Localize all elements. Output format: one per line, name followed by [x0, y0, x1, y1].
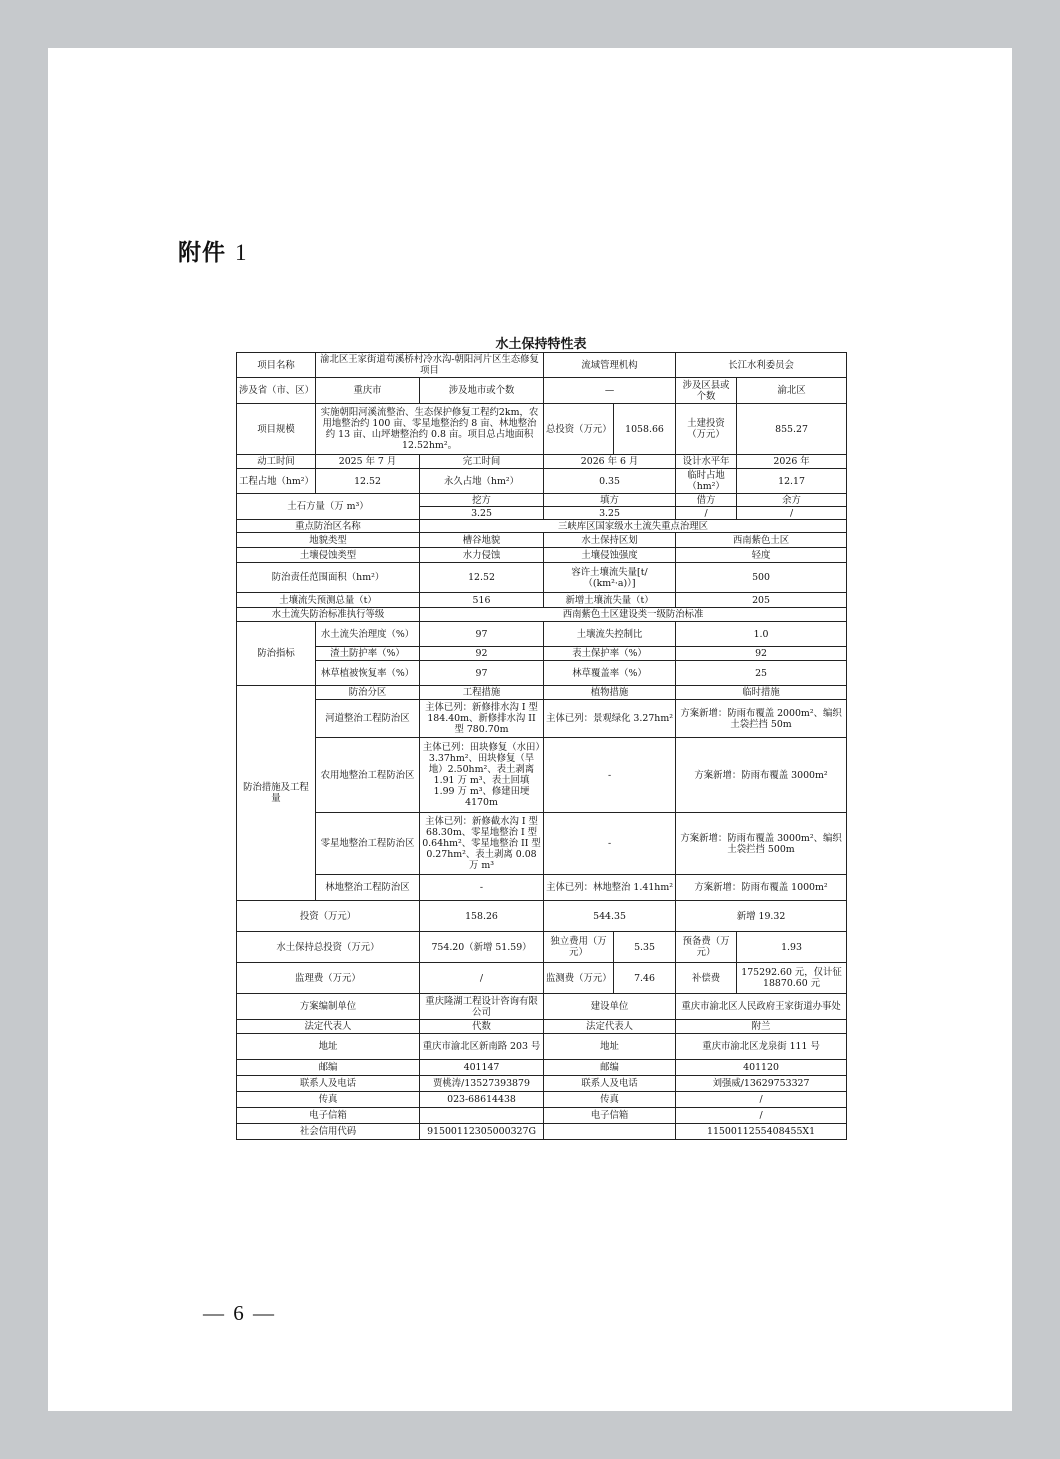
table-row: 地址 重庆市渝北区新南路 203 号 地址 重庆市渝北区龙泉街 111 号 [237, 1034, 847, 1060]
characteristics-table [236, 352, 847, 1140]
table-row: 土壤侵蚀类型 水力侵蚀 土壤侵蚀强度 轻度 [237, 548, 847, 563]
table-row: 土石方量（万 m³） 挖方 填方 借方 余方 [237, 494, 847, 507]
table-row: 防治责任范围面积（hm²） 12.52 容许土壤流失量[t/（(km²·a)）] 500 [237, 563, 847, 593]
table-row: 农用地整治工程防治区 主体已列：田块修复（水田）3.37hm²、田块修复（旱地）2.50hm²、表土剥离 1.91 万 m³、表土回填 1.99 万 m³、修建田埂 4170m - 方案新增：防雨布覆盖 3000m² [237, 738, 847, 813]
table-row: 水土流失防治标准执行等级 西南紫色土区建设类一级防治标准 [237, 608, 847, 622]
table-row: 项目名称 渝北区王家街道苟溪桥村冷水沟-朝阳河片区生态修复项目 流域管理机构 长江水利委员会 [237, 353, 847, 378]
table-row: 工程占地（hm²） 12.52 永久占地（hm²） 0.35 临时占地（hm²） 12.17 [237, 469, 847, 494]
attachment-heading: 附件 1 [178, 240, 248, 266]
table-title: 水土保持特性表 [495, 337, 587, 352]
table-row: 防治措施及工程量 防治分区 工程措施 植物措施 临时措施 [237, 686, 847, 700]
table-row: 监理费（万元） / 监测费（万元） 7.46 补偿费 175292.60 元，仅计征 18870.60 元 [237, 963, 847, 994]
table-row: 方案编制单位 重庆隆湖工程设计咨询有限公司 建设单位 重庆市渝北区人民政府王家街道办事处 [237, 994, 847, 1020]
table-row: 涉及省（市、区） 重庆市 涉及地市或个数 — 涉及区县或个数 渝北区 [237, 378, 847, 404]
table-row: 零星地整治工程防治区 主体已列：新修截水沟 I 型 68.30m、零星地整治 I 型 0.64hm²、零星地整治 II 型 0.27hm²、表土剥离 0.08 万 m³ - 方案新增：防雨布覆盖 3000m²、编织土袋拦挡 500m [237, 813, 847, 875]
table-row: 社会信用代码 91500112305000327G 1150011255408455X1 [237, 1124, 847, 1140]
page-number: — 6 — [203, 1301, 276, 1325]
table-row: 河道整治工程防治区 主体已列：新修排水沟 I 型 184.40m、新修排水沟 II 型 780.70m 主体已列：景观绿化 3.27hm² 方案新增：防雨布覆盖 2000m²、编织土袋拦挡 50m [237, 700, 847, 738]
table-row: 林地整治工程防治区 - 主体已列：林地整治 1.41hm² 方案新增：防雨布覆盖 1000m² [237, 875, 847, 901]
table-row: 法定代表人 代数 法定代表人 附兰 [237, 1020, 847, 1034]
table-row: 重点防治区名称 三峡库区国家级水土流失重点治理区 [237, 520, 847, 533]
table-row: 传真 023-68614438 传真 / [237, 1092, 847, 1108]
table-row: 联系人及电话 贾桃涛/13527393879 联系人及电话 刘强威/13629753327 [237, 1076, 847, 1092]
table-row: 水土保持总投资（万元） 754.20（新增 51.59） 独立费用（万元） 5.35 预备费（万元） 1.93 [237, 932, 847, 963]
table-row: 防治指标 水土流失治理度（%） 97 土壤流失控制比 1.0 [237, 622, 847, 647]
table-row: 电子信箱 电子信箱 / [237, 1108, 847, 1124]
table-row: 项目规模 实施朝阳河溪流整治、生态保护修复工程约2km，农用地整治约 100 亩、零星地整治约 8 亩、林地整治约 13 亩、山坪塘整治约 0.8 亩。项目总占地面积 12.52hm²。 总投资（万元） 1058.66 土建投资（万元） 855.27 [237, 404, 847, 455]
table-row: 邮编 401147 邮编 401120 [237, 1060, 847, 1076]
table-row: 土壤流失预测总量（t） 516 新增土壤流失量（t） 205 [237, 593, 847, 608]
table-row: 地貌类型 槽谷地貌 水土保持区划 西南紫色土区 [237, 533, 847, 548]
document-page [48, 48, 1012, 1411]
table-row: 林草植被恢复率（%） 97 林草覆盖率（%） 25 [237, 661, 847, 686]
table-row: 动工时间 2025 年 7 月 完工时间 2026 年 6 月 设计水平年 2026 年 [237, 455, 847, 469]
table-row: 渣土防护率（%） 92 表土保护率（%） 92 [237, 647, 847, 661]
table-row: 投资（万元） 158.26 544.35 新增 19.32 [237, 901, 847, 932]
table-row: 3.25 3.25 / / [237, 507, 847, 520]
